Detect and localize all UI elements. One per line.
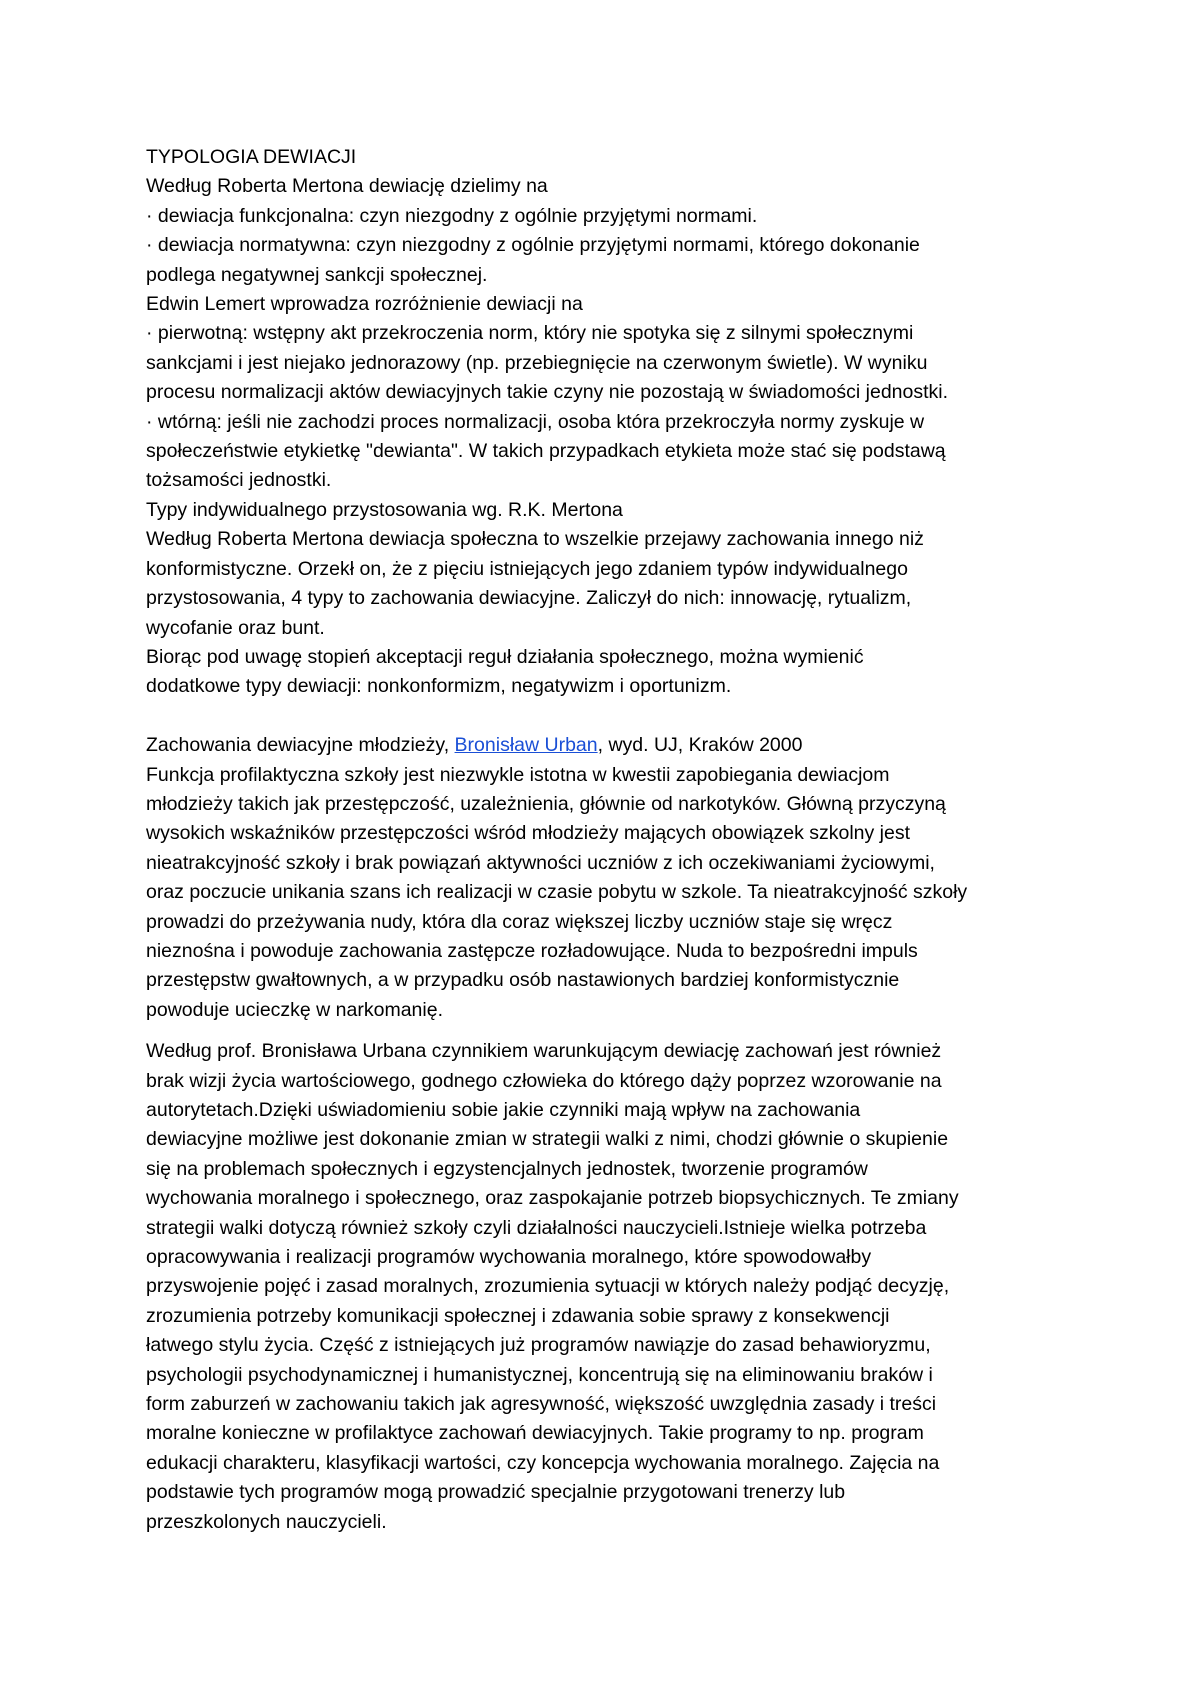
paragraph-line: podstawie tych programów mogą prowadzić specjalnie przygotowani trenerzy lub <box>146 1481 846 1504</box>
paragraph-line: wysokich wskaźników przestępczości wśród młodzieży mających obowiązek szkolny jest <box>146 822 911 845</box>
paragraph-line: powoduje ucieczkę w narkomanię. <box>146 998 443 1021</box>
document-title: TYPOLOGIA DEWIACJI <box>146 146 357 168</box>
section-typologia <box>146 143 1066 702</box>
paragraph-line: · wtórną: jeśli nie zachodzi proces normalizacji, osoba która przekroczyła normy zyskuje w <box>146 410 925 433</box>
paragraph-line: Typy indywidualnego przystosowania wg. R.K. Mertona <box>146 498 623 521</box>
paragraph-line: przyswojenie pojęć i zasad moralnych, zrozumienia sytuacji w których należy podjąć decyzję, <box>146 1275 950 1298</box>
paragraph-line: przeszkolonych nauczycieli. <box>146 1510 387 1533</box>
paragraph-line: łatwego stylu życia. Część z istniejących już programów nawiązje do zasad behawioryzmu, <box>146 1334 931 1357</box>
paragraph-spacer <box>146 702 1066 731</box>
paragraph-line: dewiacyjne możliwe jest dokonanie zmian w strategii walki z nimi, chodzi głównie o skupienie <box>146 1128 949 1151</box>
paragraph-line: nieatrakcyjność szkoły i brak powiązań aktywności uczniów z ich oczekiwaniami życiowymi, <box>146 851 935 874</box>
section-urban-factors <box>146 1037 1066 1537</box>
paragraph-line: przestępstw gwałtownych, a w przypadku osób nastawionych bardziej konformistycznie <box>146 969 900 992</box>
paragraph-line: tożsamości jednostki. <box>146 469 332 492</box>
paragraph-line: sankcjami i jest niejako jednorazowy (np. przebiegnięcie na czerwonym świetle). W wyniku <box>146 351 928 374</box>
document-page <box>146 143 1066 1537</box>
paragraph-line: autorytetach.Dzięki uświadomieniu sobie jakie czynniki mają wpływ na zachowania <box>146 1098 861 1121</box>
paragraph-line: społeczeństwie etykietkę "dewianta". W takich przypadkach etykieta może stać się podstawą <box>146 440 946 463</box>
paragraph-line: prowadzi do przeżywania nudy, która dla coraz większej liczby uczniów staje się wręcz <box>146 910 893 933</box>
author-link[interactable]: Bronisław Urban <box>454 734 598 757</box>
paragraph-line: dodatkowe typy dewiacji: nonkonformizm, negatywizm i oportunizm. <box>146 675 732 698</box>
section-urban-book <box>146 731 1066 1025</box>
paragraph-line: podlega negatywnej sankcji społecznej. <box>146 263 488 286</box>
paragraph-line: Według prof. Bronisława Urbana czynnikiem warunkującym dewiację zachowań jest również <box>146 1040 942 1063</box>
citation-publisher: , wyd. UJ, Kraków 2000 <box>597 734 803 757</box>
paragraph-line: form zaburzeń w zachowaniu takich jak agresywność, większość uwzględnia zasady i treści <box>146 1393 937 1416</box>
paragraph-line: opracowywania i realizacji programów wychowania moralnego, które spowodowałby <box>146 1246 872 1269</box>
paragraph-line: wycofanie oraz bunt. <box>146 616 325 639</box>
paragraph-line: edukacji charakteru, klasyfikacji wartości, czy koncepcja wychowania moralnego. Zajęcia na <box>146 1451 940 1474</box>
paragraph-line: Według Roberta Mertona dewiację dzielimy na <box>146 175 548 198</box>
paragraph-line: strategii walki dotyczą również szkoły czyli działalności nauczycieli.Istnieje wielka potrzeba <box>146 1216 927 1239</box>
paragraph-line: nieznośna i powoduje zachowania zastępcze rozładowujące. Nuda to bezpośredni impuls <box>146 939 918 962</box>
paragraph-line: wychowania moralnego i społecznego, oraz zaspokajanie potrzeb biopsychicznych. Te zmiany <box>146 1187 959 1210</box>
paragraph-line: · pierwotną: wstępny akt przekroczenia norm, który nie spotyka się z silnymi społecznymi <box>146 322 914 345</box>
paragraph-line: moralne konieczne w profilaktyce zachowań dewiacyjnych. Takie programy to np. program <box>146 1422 924 1445</box>
paragraph-line: Według Roberta Mertona dewiacja społeczna to wszelkie przejawy zachowania innego niż <box>146 528 924 551</box>
paragraph-line: konformistyczne. Orzekł on, że z pięciu istniejących jego zdaniem typów indywidualnego <box>146 557 908 580</box>
paragraph-line: procesu normalizacji aktów dewiacyjnych takie czyny nie pozostają w świadomości jednostki. <box>146 381 949 404</box>
paragraph-line: brak wizji życia wartościowego, godnego człowieka do którego dąży poprzez wzorowanie na <box>146 1069 942 1092</box>
book-citation <box>146 731 1066 760</box>
paragraph-line: Edwin Lemert wprowadza rozróżnienie dewiacji na <box>146 293 583 316</box>
paragraph-spacer <box>146 1025 1066 1037</box>
citation-title: Zachowania dewiacyjne młodzieży, <box>146 734 455 757</box>
paragraph-line: Biorąc pod uwagę stopień akceptacji reguł działania społecznego, można wymienić <box>146 645 864 668</box>
paragraph-line: oraz poczucie unikania szans ich realizacji w czasie pobytu w szkole. Ta nieatrakcyjność szkoły <box>146 881 968 904</box>
paragraph-line: · dewiacja normatywna: czyn niezgodny z ogólnie przyjętymi normami, którego dokonanie <box>146 234 920 257</box>
paragraph-line: Funkcja profilaktyczna szkoły jest niezwykle istotna w kwestii zapobiegania dewiacjom <box>146 763 890 786</box>
paragraph-line: · dewiacja funkcjonalna: czyn niezgodny z ogólnie przyjętymi normami. <box>146 204 758 227</box>
paragraph-line: przystosowania, 4 typy to zachowania dewiacyjne. Zaliczył do nich: innowację, rytualizm, <box>146 587 912 610</box>
paragraph-line: zrozumienia potrzeby komunikacji społecznej i zdawania sobie sprawy z konsekwencji <box>146 1304 890 1327</box>
paragraph-line: młodzieży takich jak przestępczość, uzależnienia, głównie od narkotyków. Główną przyczyną <box>146 792 946 815</box>
paragraph-line: psychologii psychodynamicznej i humanistycznej, koncentrują się na eliminowaniu braków i <box>146 1363 933 1386</box>
paragraph-line: się na problemach społecznych i egzystencjalnych jednostek, tworzenie programów <box>146 1157 868 1180</box>
